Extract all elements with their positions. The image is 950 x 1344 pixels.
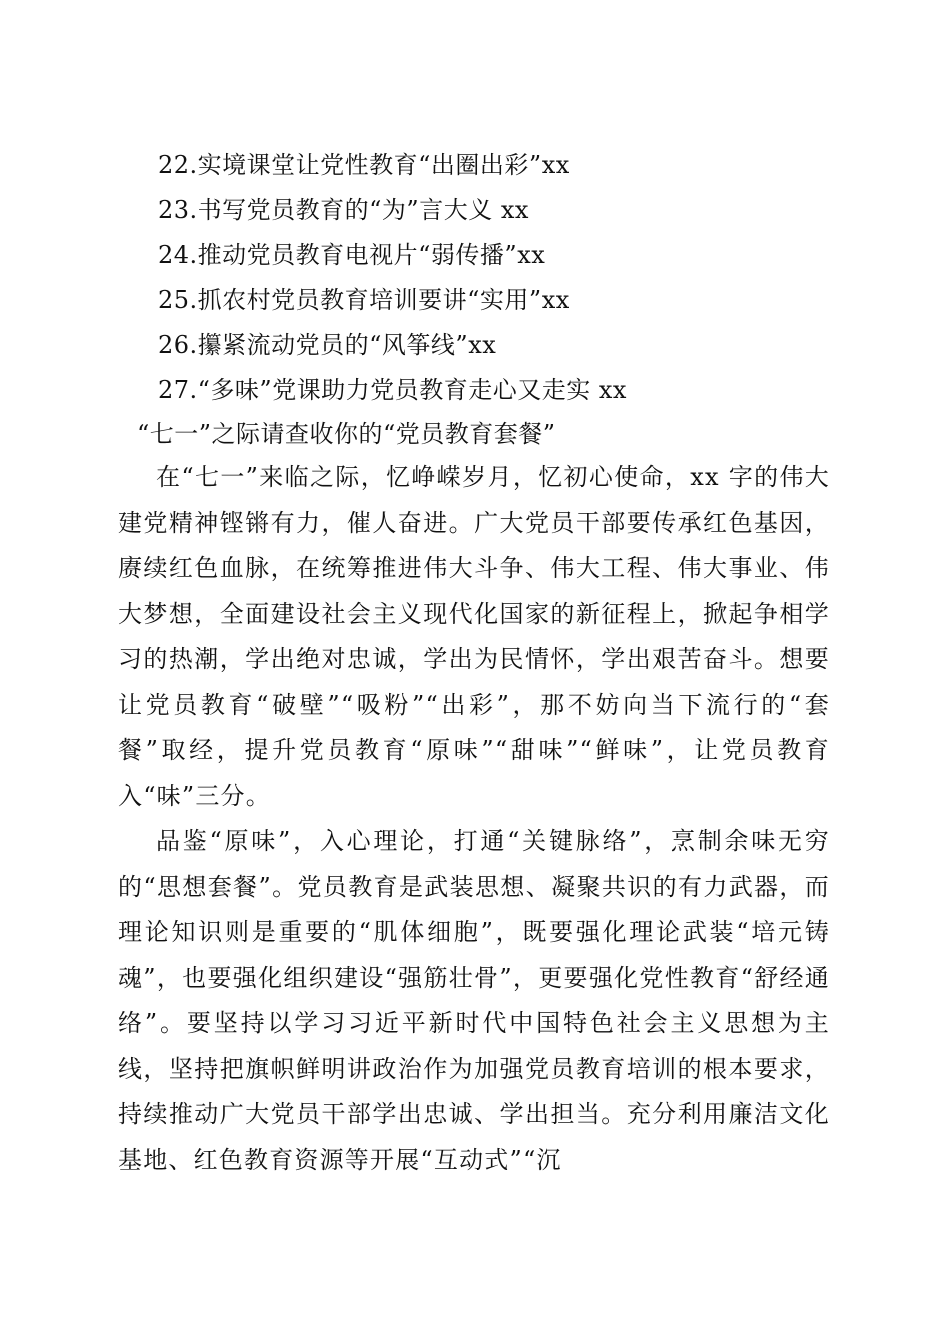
list-item: 26.攥紧流动党员的“风筝线”xx [158,331,497,359]
article-list [158,143,878,413]
list-item: 22.实境课堂让党性教育“出圈出彩”xx [158,151,570,179]
body-paragraph: 品鉴“原味”，入心理论，打通“关键脉络”，烹制余味无穷的“思想套餐”。党员教育是武装思想、凝聚共识的有力武器，而理论知识则是重要的“肌体细胞”，既要强化理论武装“培元铸魂”，也要强化组织建设“强筋壮骨”，更要强化党性教育“舒经通络”。要坚持以学习习近平新时代中国特色社会主义思想为主线，坚持把旗帜鲜明讲政治作为加强党员教育培训的根本要求，持续推动广大党员干部学出忠诚、学出担当。充分利用廉洁文化基地、红色教育资源等开展“互动式”“沉 [118,827,830,1174]
article-title: “七一”之际请查收你的“党员教育套餐” [137,420,556,448]
list-item: 25.抓农村党员教育培训要讲“实用”xx [158,286,570,314]
list-item: 24.推动党员教育电视片“弱传播”xx [158,241,546,269]
list-item: 27.“多味”党课助力党员教育走心又走实 xx [158,376,627,404]
body-paragraph: 在“七一”来临之际，忆峥嵘岁月，忆初心使命，xx 字的伟大建党精神铿锵有力，催人奋进。广大党员干部要传承红色基因，赓续红色血脉，在统筹推进伟大斗争、伟大工程、伟大事业、伟大梦想，全面建设社会主义现代化国家的新征程上，掀起争相学习的热潮，学出绝对忠诚，学出为民情怀，学出艰苦奋斗。想要让党员教育“破壁”“吸粉”“出彩”，那不妨向当下流行的“套餐”取经，提升党员教育“原味”“甜味”“鲜味”，让党员教育入“味”三分。 [118,463,830,810]
list-item: 23.书写党员教育的“为”言大义 xx [158,196,529,224]
